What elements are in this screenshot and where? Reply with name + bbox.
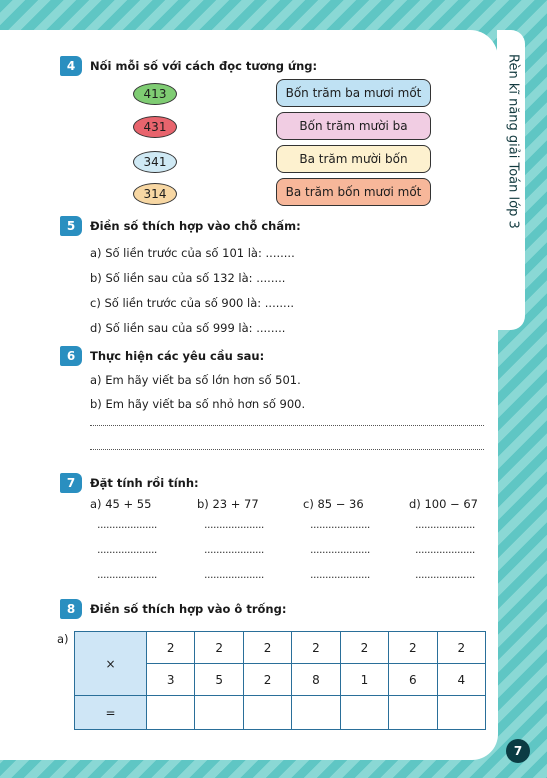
question-4-title: Nối mỗi số với cách đọc tương ứng: <box>90 59 318 73</box>
factor-cell: 4 <box>437 664 485 696</box>
answer-cell[interactable] <box>389 696 437 730</box>
calculation-answer-dots[interactable]: .................... <box>415 518 475 531</box>
calculation-answer-dots[interactable]: .................... <box>97 568 157 581</box>
factor-cell: 2 <box>340 632 388 664</box>
question-6-title: Thực hiện các yêu cầu sau: <box>90 349 265 363</box>
answer-cell[interactable] <box>340 696 388 730</box>
answer-cell[interactable] <box>437 696 485 730</box>
calculation-answer-dots[interactable]: .................... <box>415 543 475 556</box>
answer-cell[interactable] <box>147 696 195 730</box>
number-oval[interactable]: 413 <box>133 83 177 105</box>
factor-cell: 6 <box>389 664 437 696</box>
number-oval[interactable]: 314 <box>133 183 177 205</box>
question-6-line-b: b) Em hãy viết ba số nhỏ hơn số 900. <box>90 397 306 411</box>
question-7-item-d: d) 100 − 67 <box>409 497 478 511</box>
question-5-line-a: a) Số liền trước của số 101 là: ........ <box>90 246 295 260</box>
answer-cell[interactable] <box>292 696 340 730</box>
calculation-answer-dots[interactable]: .................... <box>97 543 157 556</box>
reading-box[interactable]: Bốn trăm mười ba <box>276 112 431 140</box>
calculation-answer-dots[interactable]: .................... <box>415 568 475 581</box>
question-5-line-d: d) Số liền sau của số 999 là: ........ <box>90 321 286 335</box>
reading-box[interactable]: Bốn trăm ba mươi mốt <box>276 79 431 107</box>
factor-cell: 8 <box>292 664 340 696</box>
question-8-title: Điền số thích hợp vào ô trống: <box>90 602 287 616</box>
question-7-item-c: c) 85 − 36 <box>303 497 364 511</box>
number-oval[interactable]: 431 <box>133 116 177 138</box>
factor-cell: 2 <box>437 632 485 664</box>
calculation-answer-dots[interactable]: .................... <box>204 543 264 556</box>
calculation-answer-dots[interactable]: .................... <box>310 543 370 556</box>
question-7-item-b: b) 23 + 77 <box>197 497 259 511</box>
question-5-line-c: c) Số liền trước của số 900 là: ........ <box>90 296 295 310</box>
calculation-answer-dots[interactable]: .................... <box>204 518 264 531</box>
question-6-number: 6 <box>60 346 82 366</box>
question-6-line-a: a) Em hãy viết ba số lớn hơn số 501. <box>90 373 301 387</box>
factor-cell: 2 <box>292 632 340 664</box>
question-5-title: Điền số thích hợp vào chỗ chấm: <box>90 219 301 233</box>
factor-cell: 2 <box>243 632 291 664</box>
factor-cell: 2 <box>389 632 437 664</box>
question-7-number: 7 <box>60 473 82 493</box>
calculation-answer-dots[interactable]: .................... <box>310 518 370 531</box>
calculation-answer-dots[interactable]: .................... <box>204 568 264 581</box>
equals-sign: = <box>75 696 147 730</box>
question-7-item-a: a) 45 + 55 <box>90 497 152 511</box>
multiplication-table <box>74 631 486 730</box>
page-number: 7 <box>506 739 530 763</box>
answer-line[interactable] <box>90 448 484 450</box>
answer-cell[interactable] <box>243 696 291 730</box>
factor-cell: 2 <box>195 632 243 664</box>
question-5-line-b: b) Số liền sau của số 132 là: ........ <box>90 271 286 285</box>
question-8-part-a: a) <box>57 632 69 646</box>
factor-cell: 2 <box>243 664 291 696</box>
calculation-answer-dots[interactable]: .................... <box>310 568 370 581</box>
answer-line[interactable] <box>90 424 484 426</box>
factor-cell: 5 <box>195 664 243 696</box>
factor-cell: 3 <box>147 664 195 696</box>
reading-box[interactable]: Ba trăm bốn mươi mốt <box>276 178 431 206</box>
factor-cell: 2 <box>147 632 195 664</box>
factor-cell: 1 <box>340 664 388 696</box>
question-4-number: 4 <box>60 56 82 76</box>
calculation-answer-dots[interactable]: .................... <box>97 518 157 531</box>
question-7-title: Đặt tính rồi tính: <box>90 476 199 490</box>
book-title: Rèn kĩ năng giải Toán lớp 3 <box>505 54 521 229</box>
multiply-sign: × <box>75 632 147 696</box>
answer-cell[interactable] <box>195 696 243 730</box>
question-8-number: 8 <box>60 599 82 619</box>
reading-box[interactable]: Ba trăm mười bốn <box>276 145 431 173</box>
question-5-number: 5 <box>60 216 82 236</box>
number-oval[interactable]: 341 <box>133 151 177 173</box>
